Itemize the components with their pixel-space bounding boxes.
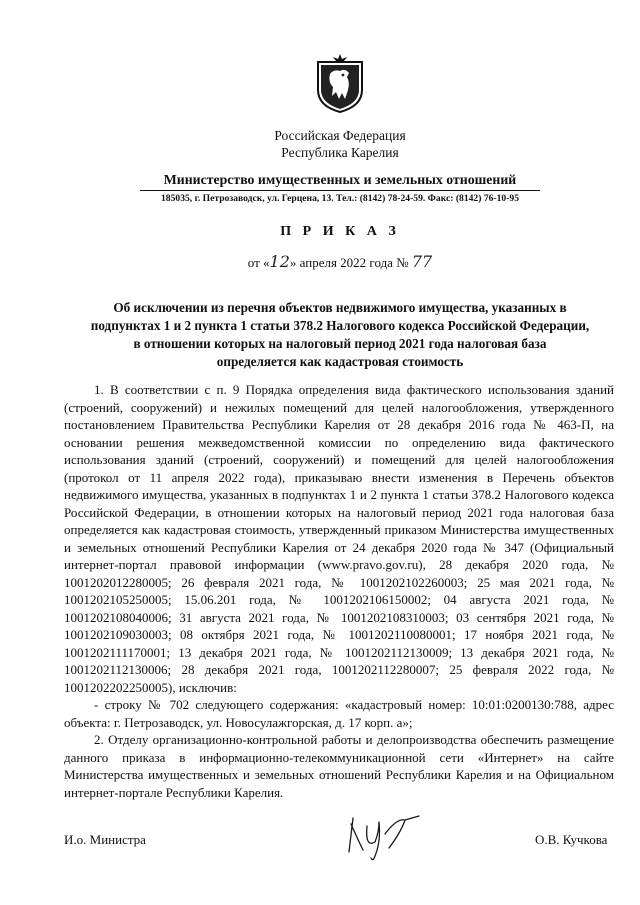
handwritten-order-number: 77 [411, 252, 433, 271]
body-paragraph-2: 2. Отделу организационно-контрольной работы и делопроизводства обеспечить размещение данного приказа в информационно-телекоммуникационной сети «Интернет» на сайте Министерства имущественных и земельных отношений Республики Карелия и на Официальном интернет-портале Республики Карелия. [64, 732, 614, 800]
order-body [64, 381, 614, 801]
signatory-name: О.В. Кучкова [535, 832, 608, 847]
handwritten-day: 12 [269, 252, 290, 271]
title-line: Об исключении из перечня объектов недвижимого имущества, указанных в [113, 300, 567, 315]
handwritten-signature [345, 812, 425, 862]
header-divider [140, 190, 540, 191]
karelia-coat-of-arms-icon [315, 52, 365, 114]
body-paragraph-exclusion: - строку № 702 следующего содержания: «кадастровый номер: 10:01:0200130:788, адрес объекта: г. Петрозаводск, ул. Новосулажгорская, д. 17 корп. а»; [64, 697, 614, 730]
order-title [60, 299, 620, 371]
header-country-block [0, 127, 640, 161]
ministry-address: 185035, г. Петрозаводск, ул. Герцена, 13. Тел.: (8142) 78-24-59. Факс: (8142) 76-10-95 [161, 193, 519, 204]
title-line: определяется как кадастровая стоимость [216, 354, 464, 369]
title-line: подпунктах 1 и 2 пункта 1 статьи 378.2 Налогового кодекса Российской Федерации, [90, 318, 590, 333]
body-paragraph-1: 1. В соответствии с п. 9 Порядка определения вида фактического использования зданий (строений, сооружений) и нежилых помещений для целей налогообложения, утвержденного постановлением Правительства Республики Карелия от 28 декабря 2016 года № 463-П, на основании решения межведомственной комиссии по определению вида фактического использования зданий (строений, сооружений) и помещений для целей налогообложения (протокол от 11 апреля 2022 года), приказываю внести изменения в Перечень объектов недвижимого имущества, указанных в подпунктах 1 и 2 пункта 1 статьи 378.2 Налогового кодекса Российской Федерации, в отношении которых на налоговый период 2021 года налоговая база определяется как кадастровая стоимость, утвержденный приказом Министерства имущественных и земельных отношений Республики Карелия от 24 декабря 2020 года № 347 (Официальный интернет-портал правовой информации (www.pravo.gov.ru), 28 декабря 2020 года, № 1001202012280005; 26 февраля 2021 года, № 1001202102260003; 25 мая 2021 года, № 1001202105250005; 15.06.201 года, № 1001202106150002; 04 августа 2021 года, № 1001202108040006; 31 августа 2021 года, № 1001202108310003; 03 сентября 2021 года, № 1001202109030003; 08 октября 2021 года, № 1001202110080001; 17 ноября 2021 года, № 1001202111170001; 13 декабря 2021 года, № 1001202112130009; 13 декабря 2021 года, № 1001202112130006; 28 декабря 2021 года, 1001202112280007; 25 февраля 2022 года, № 1001202202250005), исключив: [64, 382, 614, 695]
republic-name: Республика Карелия [281, 145, 399, 160]
date-prefix: от « [247, 255, 270, 270]
ministry-name: Министерство имущественных и земельных отношений [163, 172, 517, 187]
title-line: в отношении которых на налоговый период 2021 года налоговая база [133, 336, 547, 351]
country-name: Российская Федерация [274, 128, 406, 143]
order-heading: П Р И К А З [280, 224, 400, 239]
date-middle: » апреля 2022 года № [289, 255, 409, 270]
signatory-position: И.о. Министра [64, 832, 146, 847]
order-date-line [0, 252, 640, 271]
